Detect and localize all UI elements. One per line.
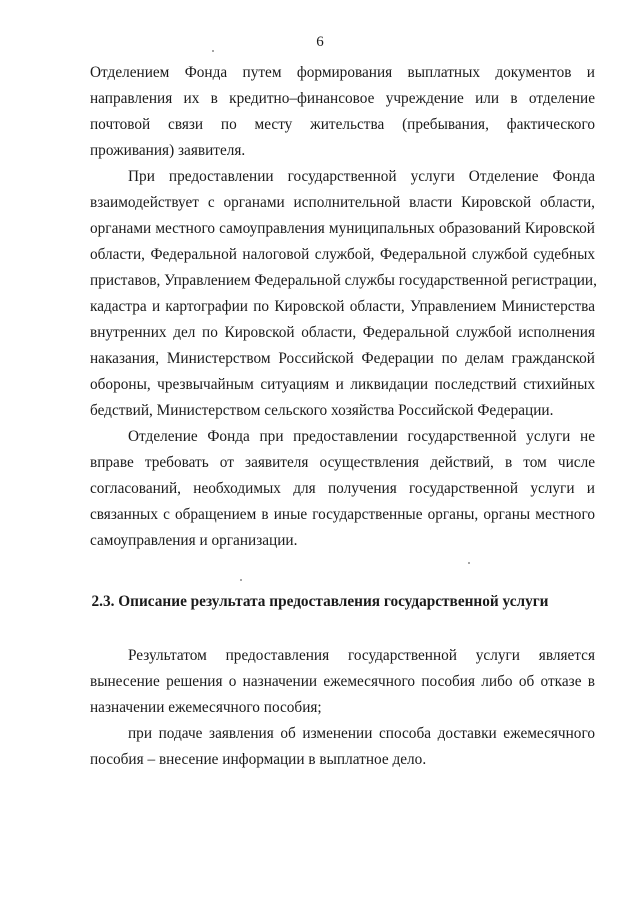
paragraph-line: связанных с обращением в иные государственные органы, органы местного xyxy=(90,506,595,523)
paragraph-line: направления их в кредитно–финансовое учреждение или в отделение xyxy=(90,90,595,107)
paragraph-line: самоуправления и организации. xyxy=(90,532,298,549)
paragraph-line: приставов, Управлением Федеральной службы государственной регистрации, xyxy=(90,272,597,289)
paragraph-line: бедствий, Министерством сельского хозяйства Российской Федерации. xyxy=(90,402,554,419)
paragraph-line: согласований, необходимых для получения государственной услуги и xyxy=(90,480,595,497)
paragraph-line: Отделением Фонда путем формирования выплатных документов и xyxy=(90,64,595,81)
paragraph-line: Результатом предоставления государственной услуги является xyxy=(128,647,595,664)
paragraph-line: вправе требовать от заявителя осуществления действий, в том числе xyxy=(90,454,595,471)
paragraph-line: внутренних дел по Кировской области, Федеральной службой исполнения xyxy=(90,324,595,341)
scan-speck xyxy=(468,562,470,564)
paragraph-line: при подаче заявления об изменении способа доставки ежемесячного xyxy=(128,725,595,742)
paragraph-line: вынесение решения о назначении ежемесячного пособия либо об отказе в xyxy=(90,673,595,690)
paragraph-line: Отделение Фонда при предоставлении государственной услуги не xyxy=(128,428,595,445)
paragraph-line: взаимодействует с органами исполнительной власти Кировской области, xyxy=(90,194,595,211)
page-number: 6 xyxy=(316,34,324,50)
paragraph-line: почтовой связи по месту жительства (пребывания, фактического xyxy=(90,116,595,133)
paragraph-line: органами местного самоуправления муниципальных образований Кировской xyxy=(90,220,595,237)
paragraph-line: обороны, чрезвычайным ситуациям и ликвидации последствий стихийных xyxy=(90,376,595,393)
scan-speck xyxy=(212,50,214,52)
paragraph-line: назначении ежемесячного пособия; xyxy=(90,699,322,716)
paragraph-line: наказания, Министерством Российской Федерации по делам гражданской xyxy=(90,350,595,367)
paragraph-line: При предоставлении государственной услуги Отделение Фонда xyxy=(128,168,595,185)
paragraph-line: пособия – внесение информации в выплатное дело. xyxy=(90,751,427,768)
paragraph-line: проживания) заявителя. xyxy=(90,142,246,159)
paragraph-line: области, Федеральной налоговой службой, Федеральной службой судебных xyxy=(90,246,595,263)
scan-speck xyxy=(240,579,242,581)
paragraph-line: кадастра и картографии по Кировской области, Управлением Министерства xyxy=(90,298,595,315)
section-heading: 2.3. Описание результата предоставления государственной услуги xyxy=(91,593,549,610)
